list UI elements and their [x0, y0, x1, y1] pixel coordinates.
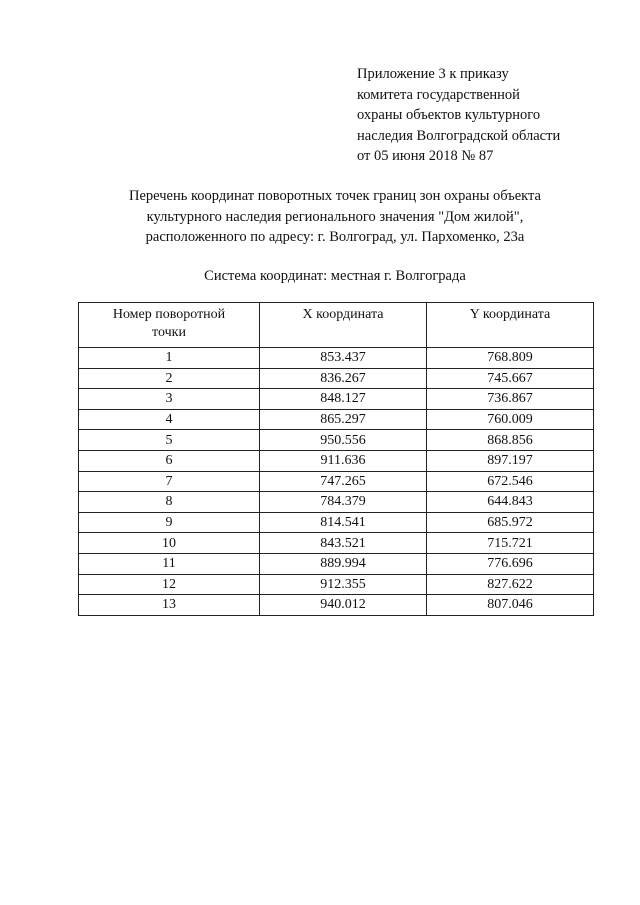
cell-point-number: 12: [79, 574, 260, 595]
cell-y-coordinate: 868.856: [427, 430, 594, 451]
cell-y-coordinate: 736.867: [427, 389, 594, 410]
cell-point-number: 7: [79, 471, 260, 492]
table-row: [79, 368, 594, 389]
title-line: Перечень координат поворотных точек границ зон охраны объекта: [129, 188, 541, 204]
cell-x-coordinate: 836.267: [260, 368, 427, 389]
cell-point-number: 1: [79, 348, 260, 369]
cell-x-coordinate: 747.265: [260, 471, 427, 492]
cell-y-coordinate: 685.972: [427, 512, 594, 533]
cell-x-coordinate: 950.556: [260, 430, 427, 451]
coordinate-system-label: Система координат: местная г. Волгограда: [204, 268, 466, 284]
cell-y-coordinate: 672.546: [427, 471, 594, 492]
cell-x-coordinate: 911.636: [260, 450, 427, 471]
table-row: [79, 389, 594, 410]
cell-point-number: 13: [79, 595, 260, 616]
cell-y-coordinate: 776.696: [427, 553, 594, 574]
cell-point-number: 3: [79, 389, 260, 410]
cell-x-coordinate: 853.437: [260, 348, 427, 369]
header-x-coordinate: X координата: [260, 303, 427, 348]
cell-y-coordinate: 745.667: [427, 368, 594, 389]
cell-x-coordinate: 843.521: [260, 533, 427, 554]
header-y-coordinate: Y координата: [427, 303, 594, 348]
cell-x-coordinate: 848.127: [260, 389, 427, 410]
cell-y-coordinate: 715.721: [427, 533, 594, 554]
appendix-reference: [357, 64, 617, 167]
cell-x-coordinate: 912.355: [260, 574, 427, 595]
cell-point-number: 4: [79, 409, 260, 430]
appendix-line: Приложение 3 к приказу: [357, 66, 509, 82]
title-line: культурного наследия регионального значения "Дом жилой",: [146, 208, 524, 225]
cell-point-number: 6: [79, 450, 260, 471]
header-point-line2: точки: [152, 325, 186, 340]
cell-y-coordinate: 760.009: [427, 409, 594, 430]
appendix-line: комитета государственной: [357, 86, 520, 103]
table-row: [79, 533, 594, 554]
cell-y-coordinate: 897.197: [427, 450, 594, 471]
cell-x-coordinate: 940.012: [260, 595, 427, 616]
table-row: [79, 409, 594, 430]
header-point-number: [79, 303, 260, 348]
cell-x-coordinate: 865.297: [260, 409, 427, 430]
appendix-line: охраны объектов культурного: [357, 107, 541, 123]
cell-point-number: 5: [79, 430, 260, 451]
cell-point-number: 9: [79, 512, 260, 533]
cell-point-number: 2: [79, 368, 260, 389]
table-row: [79, 471, 594, 492]
table-row: [79, 492, 594, 513]
header-point-line1: Номер поворотной: [112, 307, 226, 322]
table-body: [79, 348, 594, 616]
cell-y-coordinate: 768.809: [427, 348, 594, 369]
table-row: [79, 348, 594, 369]
title-line: расположенного по адресу: г. Волгоград, ул. Пархоменко, 23а: [145, 229, 525, 245]
cell-x-coordinate: 889.994: [260, 553, 427, 574]
cell-point-number: 8: [79, 492, 260, 513]
table-row: [79, 574, 594, 595]
appendix-line: наследия Волгоградской области: [357, 127, 561, 144]
table-row: [79, 595, 594, 616]
table-row: [79, 512, 594, 533]
cell-point-number: 11: [79, 553, 260, 574]
table-row: [79, 553, 594, 574]
table-row: [79, 430, 594, 451]
appendix-line: от 05 июня 2018 № 87: [357, 148, 494, 164]
cell-x-coordinate: 784.379: [260, 492, 427, 513]
document-title: [60, 186, 610, 248]
cell-y-coordinate: 827.622: [427, 574, 594, 595]
cell-y-coordinate: 807.046: [427, 595, 594, 616]
cell-y-coordinate: 644.843: [427, 492, 594, 513]
cell-point-number: 10: [79, 533, 260, 554]
cell-x-coordinate: 814.541: [260, 512, 427, 533]
table-row: [79, 450, 594, 471]
table-header-row: [79, 303, 594, 348]
coordinates-table: [78, 302, 594, 616]
